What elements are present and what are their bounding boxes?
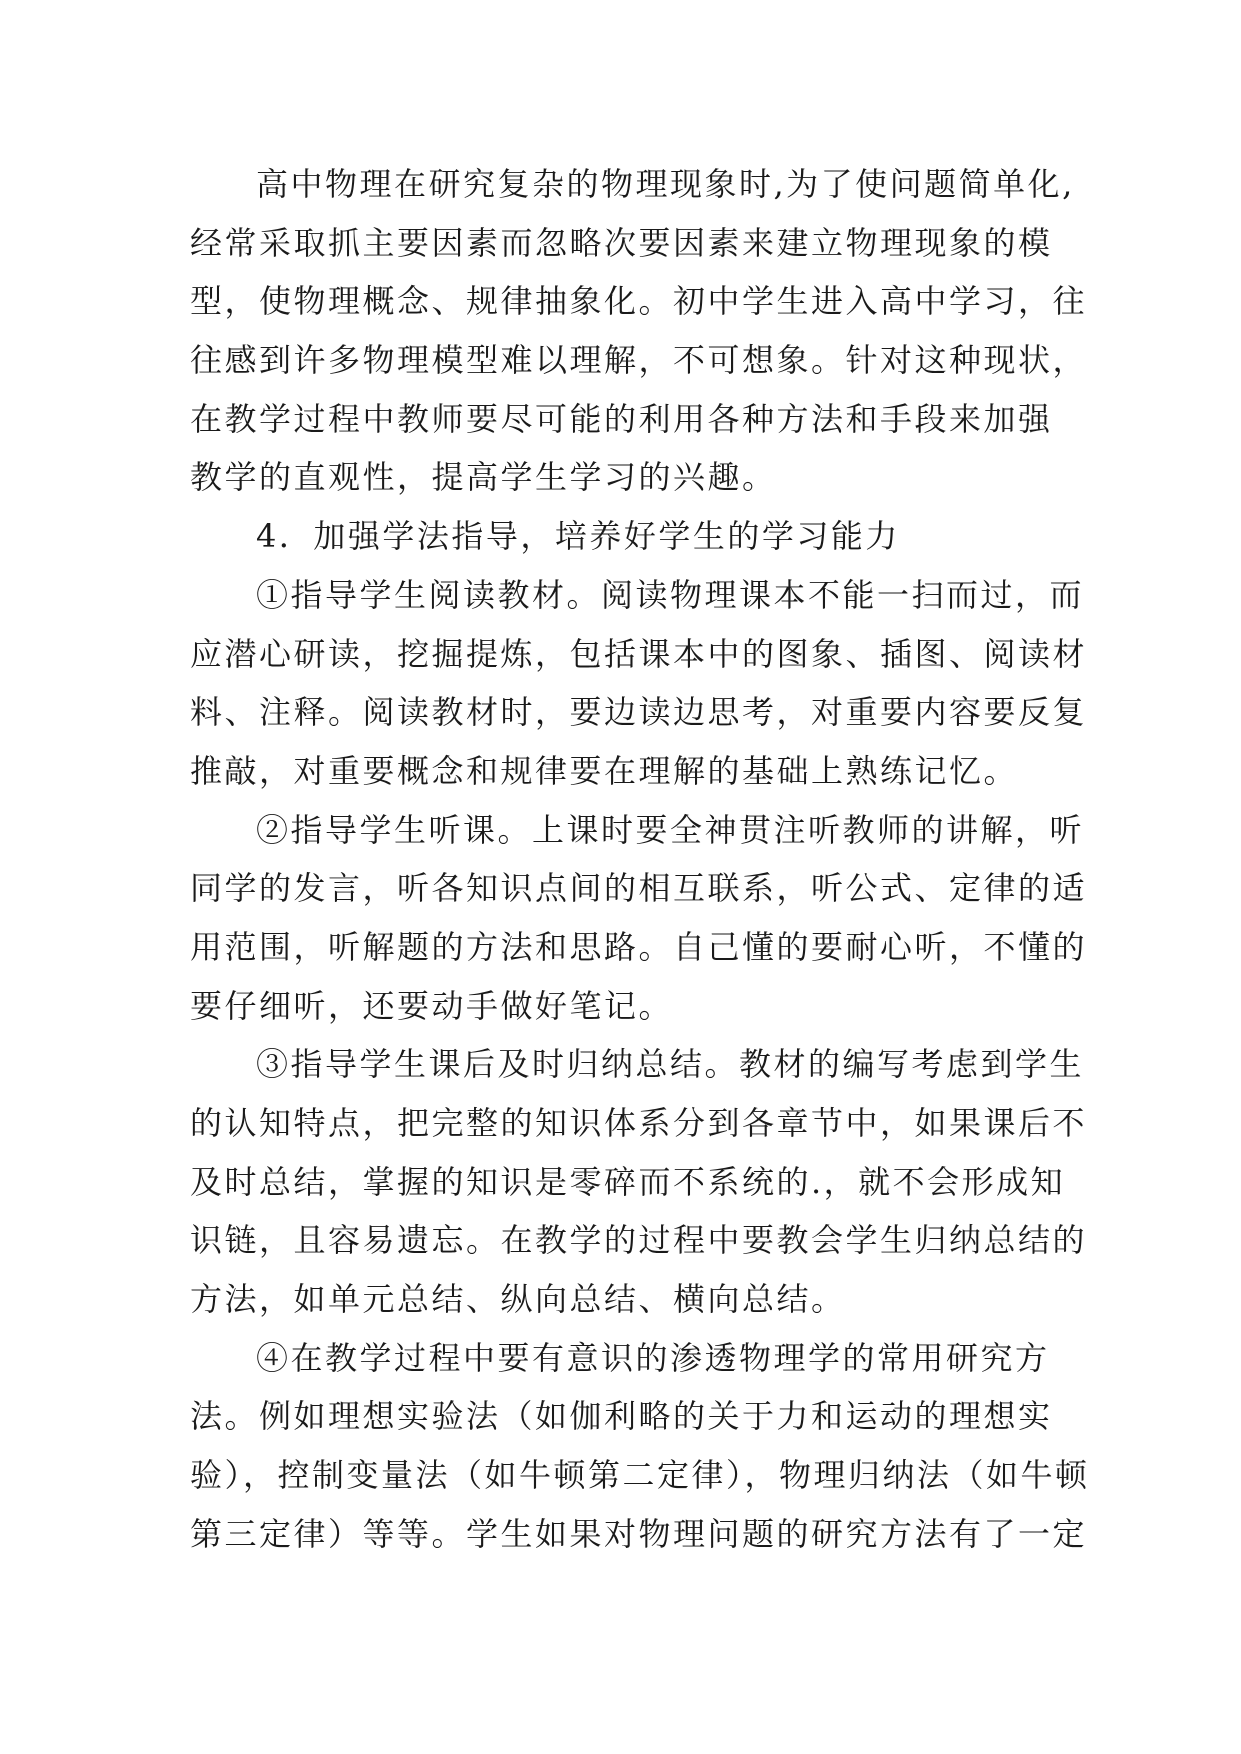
text-line: 在教学过程中教师要尽可能的利用各种方法和手段来加强 [190,399,1053,438]
text-line: 识链，且容易遗忘。在教学的过程中要教会学生归纳总结的 [190,1221,1088,1260]
section-heading [190,507,1070,566]
paragraph-model-abstraction [190,155,1088,507]
paragraph-research-methods [190,1329,1090,1564]
text-line: 型，使物理概念、规律抽象化。初中学生进入高中学习，往 [190,282,1088,321]
paragraph-summary-guidance [190,1035,1088,1328]
text-line: 验），控制变量法（如牛顿第二定律），物理归纳法（如牛顿 [190,1456,1090,1495]
text-line: ②指导学生听课。上课时要全神贯注听教师的讲解，听 [256,810,1085,849]
text-line: 同学的发言，听各知识点间的相互联系，听公式、定律的适 [190,869,1088,908]
text-line: 高中物理在研究复杂的物理现象时,为了使问题简单化, [256,165,1075,203]
text-line: 用范围，听解题的方法和思路。自己懂的要耐心听，不懂的 [190,927,1088,966]
text-line: ①指导学生阅读教材。阅读物理课本不能一扫而过，而 [256,575,1085,614]
text-line: 的认知特点，把完整的知识体系分到各章节中，如果课后不 [190,1104,1088,1142]
text-line: 往感到许多物理模型难以理解，不可想象。针对这种现状， [190,341,1088,380]
text-line: 教学的直观性，提高学生学习的兴趣。 [190,458,777,497]
text-line: ④在教学过程中要有意识的渗透物理学的常用研究方 [256,1338,1050,1377]
text-line: 第三定律）等等。学生如果对物理问题的研究方法有了一定 [190,1514,1088,1553]
text-line: 料、注释。阅读教材时，要边读边思考，对重要内容要反复 [190,693,1088,732]
text-line: 法。例如理想实验法（如伽利略的关于力和运动的理想实 [190,1397,1053,1436]
heading-line: 4．加强学法指导，培养好学生的学习能力 [256,517,900,556]
text-line: 推敲，对重要概念和规律要在理解的基础上熟练记忆。 [190,751,1019,790]
paragraph-listening-guidance [190,801,1088,1036]
text-line: 及时总结，掌握的知识是零碎而不系统的.，就不会形成知 [190,1162,1066,1201]
document-page [190,155,1090,1564]
text-line: 经常采取抓主要因素而忽略次要因素来建立物理现象的模 [190,223,1053,262]
text-line: ③指导学生课后及时归纳总结。教材的编写考虑到学生 [256,1045,1085,1084]
text-line: 应潜心研读，挖掘提炼，包括课本中的图象、插图、阅读材 [190,634,1088,673]
text-line: 方法，如单元总结、纵向总结、横向总结。 [190,1280,846,1319]
paragraph-reading-guidance [190,566,1088,801]
text-line: 要仔细听，还要动手做好笔记。 [190,986,674,1025]
